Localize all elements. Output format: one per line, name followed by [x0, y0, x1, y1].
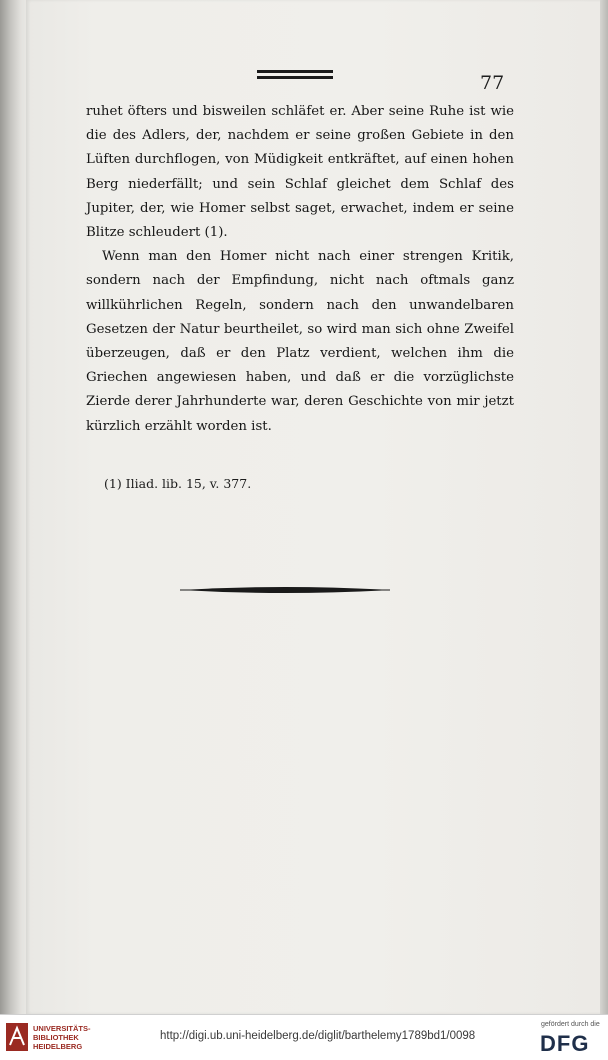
header-rule-top [257, 70, 333, 73]
header-rule-bottom [257, 76, 333, 79]
university-library-logo-icon [6, 1023, 28, 1051]
library-name-line1: UNIVERSITÄTS- [33, 1024, 91, 1033]
footnote: (1) Iliad. lib. 15, v. 377. [104, 476, 252, 491]
library-name [33, 1024, 103, 1051]
page-edge [600, 0, 608, 1014]
viewer-footer [0, 1014, 608, 1060]
permalink-url[interactable]: http://digi.ub.uni-heidelberg.de/diglit/barthelemy1789bd1/0098 [160, 1030, 476, 1042]
library-name-line2: BIBLIOTHEK [33, 1033, 79, 1042]
dfg-logo: DFG [540, 1031, 590, 1056]
ornamental-rule [180, 584, 390, 596]
paragraph-2: Wenn man den Homer nicht nach einer strengen Kritik, sondern nach der Empfindung, nicht nach oftmals ganz willkührlichen Regeln, sondern nach den unwandelbaren Gesetzen der Natur beurtheilet, so wird man sich ohne Zweifel überzeugen, daß er den Platz verdient, welchen ihm die Griechen angewiesen haben, und daß er die vorzüglichste Zierde derer Jahrhunderte war, deren Geschichte von mir jetzt kürzlich erzählt worden ist. [86, 249, 514, 434]
funding-caption: gefördert durch die [541, 1021, 600, 1028]
paragraph-1: ruhet öfters und bisweilen schläfet er. Aber seine Ruhe ist wie die des Adlers, der, nachdem er seine großen Gebiete in den Lüften durchflogen, von Müdigkeit entkräftet, auf einen hohen Berg niederfällt; und sein Schlaf gleichet dem Schlaf des Jupiter, der, wie Homer selbst saget, erwachet, indem er seine Blitze schleudert (1). [86, 104, 514, 241]
page-number: 77 [480, 72, 505, 94]
library-name-line3: HEIDELBERG [33, 1042, 83, 1051]
page-body [86, 100, 514, 439]
bleed-through-text [104, 440, 514, 840]
